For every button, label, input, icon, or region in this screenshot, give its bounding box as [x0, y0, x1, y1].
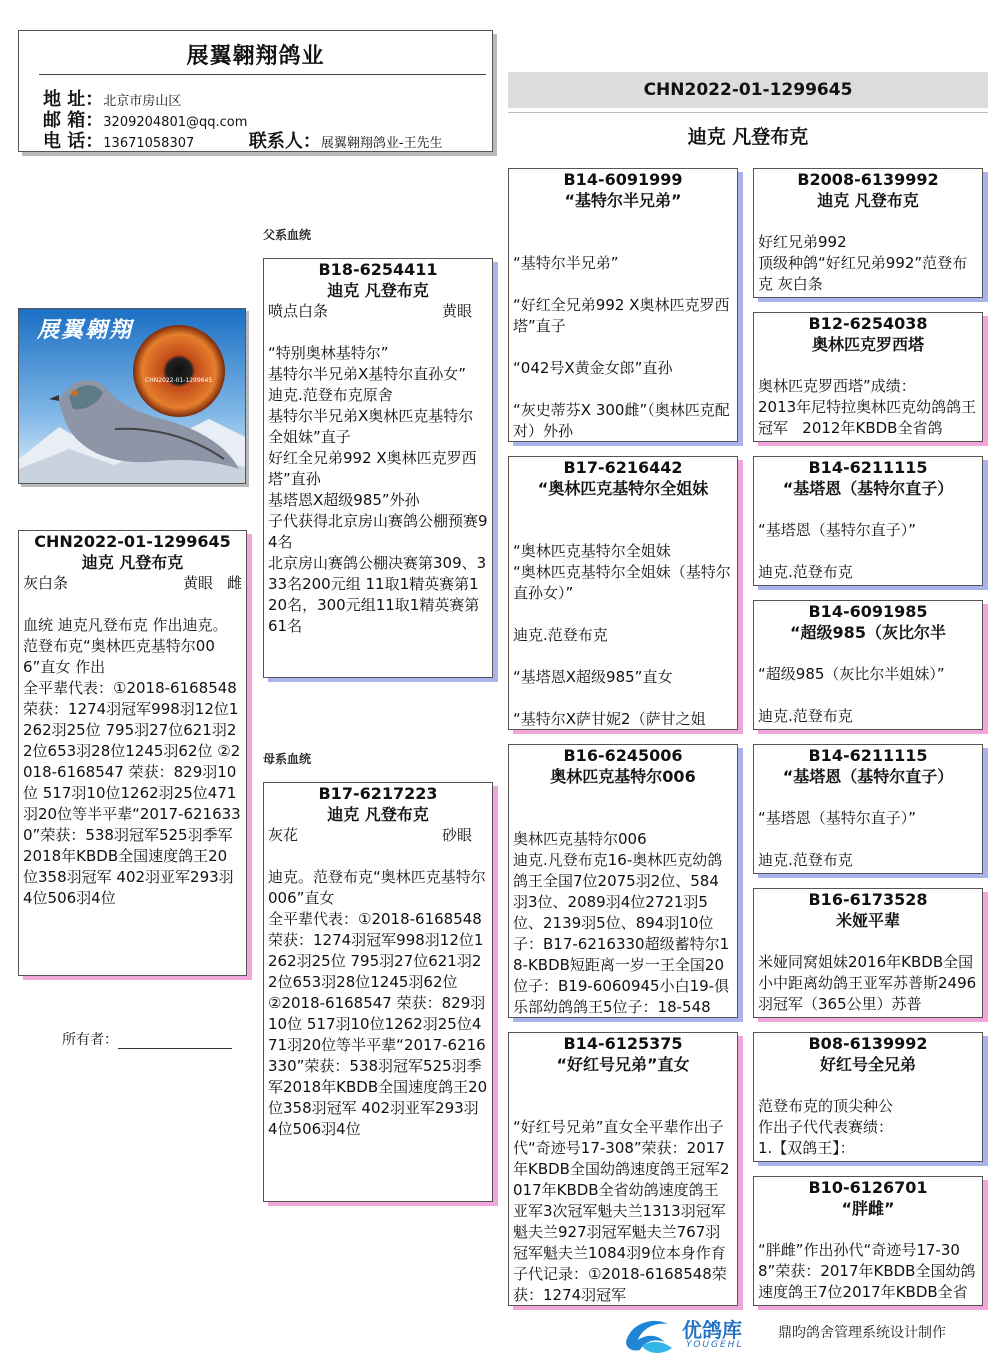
- grandparent-notes: “基特尔半兄弟” “好红全兄弟992 X奥林匹克罗西塔”直子 “042号X黄金女郎”直孙 “灰史蒂芬X 300雌”（奥林匹克配对）外孙: [513, 254, 730, 440]
- dam-ring-number: B17-6217223: [318, 784, 438, 803]
- subject-notes: 血统 迪克凡登布克 作出迪克。范登布克“奥林匹克基特尔006”直女 作出 全平辈代表：①2018-6168548 荣获：1274羽冠军998羽12位1262羽25位 795羽27位621羽22位653羽28位1245羽62位 ②2018-6168547 荣获：829羽10位 517羽10位1262羽25位471羽20位等半平辈“2017-6216330”荣获：538羽冠军525羽季军2018年KBDB全国速度鸽王20位358羽冠军 402羽亚军293羽4位506羽4位: [23, 616, 241, 907]
- credit-text: 鼎昀鸽舍管理系统设计制作: [778, 1325, 946, 1341]
- dam-traits: [264, 825, 492, 846]
- great-grandparent-notes: “胖雌”作出孙代“奇迹号17-308”荣获：2017年KBDB全国幼鸽速度鸽王7位2017年KBDB全省: [758, 1241, 976, 1301]
- grandparent-name: “奥林匹克基特尔全姐妹: [537, 479, 709, 498]
- subject-sex: 雌: [226, 574, 242, 592]
- great-grandparent-ring-number: B08-6139992: [808, 1034, 928, 1053]
- dam-section-label: 母系血统: [263, 752, 312, 766]
- email-label: 邮 箱：: [43, 110, 104, 131]
- great-grandparent-ring-number: B14-6211115: [808, 458, 928, 477]
- address-label: 地 址：: [43, 89, 104, 110]
- breeder-title: 展翼翱翔鸽业: [186, 44, 325, 69]
- great-grandparent-ring-number: B14-6091985: [808, 602, 928, 621]
- contact-label: 联系人：: [248, 131, 321, 152]
- wave-logo-icon: [620, 1312, 678, 1356]
- phone-line: [43, 127, 443, 152]
- great-grandparent-name: “超级985（灰比尔半: [790, 623, 946, 642]
- sire-card: [263, 258, 493, 678]
- dam-name: 迪克 凡登布克: [327, 805, 429, 824]
- subject-card: [18, 530, 247, 976]
- owner-field: [62, 1029, 232, 1049]
- great-grandparent-ring-number: B2008-6139992: [797, 170, 939, 189]
- grandparent-ring-number: B14-6125375: [563, 1034, 683, 1053]
- brand-name: 优鸽库: [682, 1318, 742, 1342]
- sire-section-label: 父系血统: [263, 228, 312, 242]
- sire-color: 喷点白条: [268, 302, 329, 320]
- great-grandparent-notes: 好红兄弟992 顶级种鸽“好红兄弟992”范登布克 灰白条: [758, 233, 968, 293]
- great-grandparent-card-5: [753, 744, 983, 874]
- footer: [620, 1312, 980, 1358]
- grandparent-name: “基特尔半兄弟”: [564, 191, 682, 210]
- sire-ring-number: B18-6254411: [318, 260, 438, 279]
- grandparent-ring-number: B16-6245006: [563, 746, 683, 765]
- phone-value: 13671058307: [103, 136, 195, 151]
- great-grandparent-name: 奥林匹克罗西塔: [811, 335, 924, 354]
- email-value[interactable]: 3209204801@qq.com: [103, 115, 248, 130]
- great-grandparent-name: 好红号全兄弟: [819, 1055, 916, 1074]
- great-grandparent-name: 迪克 凡登布克: [817, 191, 919, 210]
- top-ring-number: CHN2022-01-1299645: [508, 72, 988, 108]
- grandparent-name: “好红号兄弟”直女: [556, 1055, 690, 1074]
- photo-caption: CHN2022-01-1299645: [145, 377, 213, 384]
- grandparent-card-4: [508, 1032, 738, 1306]
- great-grandparent-name: 米娅平辈: [835, 911, 900, 930]
- great-grandparent-notes: “基塔恩（基特尔直子）” 迪克.范登布克: [758, 521, 917, 581]
- sire-name: 迪克 凡登布克: [327, 281, 429, 300]
- grandparent-ring-number: B14-6091999: [563, 170, 683, 189]
- grandparent-name: 奥林匹克基特尔006: [550, 767, 696, 786]
- great-grandparent-card-7: [753, 1032, 983, 1162]
- subject-ring-number: CHN2022-01-1299645: [34, 532, 231, 551]
- grandparent-notes: 奥林匹克基特尔006 迪克.凡登布克16-奥林匹克幼鸽鸽王全国7位2075羽2位、584羽3位、2089羽4位2721羽5位、2139羽5位、894羽10位子：B17-6216330超级蓄特尔18-KBDB短距离一岁一王全国20位子：B19-6060945小白19-俱乐部幼鸽鸽王5位子：18-548: [513, 830, 730, 1016]
- great-grandparent-ring-number: B10-6126701: [808, 1178, 928, 1197]
- great-grandparent-notes: 范登布克的顶尖种公 作出子代代表赛绩： 1.【双鸽王】：: [758, 1097, 894, 1157]
- contact-value: 展翼翱翔鸽业-王先生: [320, 136, 443, 151]
- great-grandparent-card-6: [753, 888, 983, 1018]
- subject-eye: 黄眼: [182, 574, 213, 592]
- top-bird-name: 迪克 凡登布克: [687, 126, 809, 148]
- sire-notes: “特别奥林基特尔” 基特尔半兄弟X基特尔直孙女” 迪克.范登布克原舍 基特尔半兄弟X奥林匹克基特尔全姐妹”直子 好红全兄弟992 X奥林匹克罗西塔”直孙 基塔恩X超级985”外孙 子代获得北京房山赛鸽公棚预赛94名 北京房山赛鸽公棚决赛第309、333名200元组 11取1精英赛第120名，300元组11取1精英赛第61名: [268, 344, 488, 635]
- great-grandparent-notes: 奥林匹克罗西塔”成绩： 2013年尼特拉奥林匹克幼鸽鸽王冠军 2012年KBDB全省鸽: [758, 377, 977, 437]
- pigeon-photo: [18, 308, 246, 484]
- sire-traits: [264, 301, 492, 322]
- great-grandparent-ring-number: B14-6211115: [808, 746, 928, 765]
- dam-notes: 迪克。范登布克“奥林匹克基特尔006”直女 全平辈代表：①2018-6168548 荣获：1274羽冠军998羽12位1262羽25位 795羽27位621羽22位653羽28位1245羽62位 ②2018-6168547 荣获：829羽10位 517羽10位1262羽25位471羽20位等半平辈“2017-6216330”荣获：538羽冠军525羽季军2018年KBDB全国速度鸽王20位358羽冠军 402羽亚军293羽4位506羽4位: [268, 868, 488, 1138]
- grandparent-ring-number: B17-6216442: [563, 458, 683, 477]
- great-grandparent-card-2: [753, 312, 983, 442]
- subject-traits: [19, 573, 246, 594]
- grandparent-card-1: [508, 168, 738, 442]
- grandparent-notes: “好红号兄弟”直女全平辈作出子代“奇迹号17-308”荣获：2017年KBDB全国幼鸽速度鸽王冠军2017年KBDB全省幼鸽速度鸽王亚军3次冠军魁夫兰1313羽冠军魁夫兰927羽冠军魁夫兰767羽冠军魁夫兰1084羽9位本身作育子代记录：①2018-6168548荣获：1274羽冠军: [513, 1118, 730, 1304]
- subject-color: 灰白条: [23, 574, 69, 592]
- great-grandparent-card-1: [753, 168, 983, 298]
- owner-line[interactable]: [118, 1034, 232, 1049]
- dam-card: [263, 782, 493, 1202]
- brand-name-en: YOUGEHL: [686, 1340, 744, 1350]
- great-grandparent-card-8: [753, 1176, 983, 1306]
- address-value: 北京市房山区: [103, 94, 182, 109]
- great-grandparent-card-4: [753, 600, 983, 730]
- dam-eye: 砂眼: [441, 826, 472, 844]
- grandparent-card-2: [508, 456, 738, 730]
- great-grandparent-name: “基塔恩（基特尔直子）: [782, 479, 954, 498]
- phone-label: 电 话：: [43, 131, 104, 152]
- great-grandparent-name: “胖雌”: [841, 1199, 895, 1218]
- grandparent-card-3: [508, 744, 738, 1018]
- sire-eye: 黄眼: [441, 302, 472, 320]
- owner-label: 所有者：: [62, 1032, 118, 1048]
- great-grandparent-ring-number: B12-6254038: [808, 314, 928, 333]
- divider: [39, 74, 486, 75]
- great-grandparent-ring-number: B16-6173528: [808, 890, 928, 909]
- great-grandparent-notes: 米娅同窝姐妹2016年KBDB全国小中距离幼鸽王亚军苏普斯2496羽冠军（365公里）苏普: [758, 953, 977, 1013]
- great-grandparent-notes: “基塔恩（基特尔直子）” 迪克.范登布克: [758, 809, 917, 869]
- breeder-info-card: [18, 30, 493, 152]
- subject-name: 迪克 凡登布克: [81, 553, 184, 572]
- grandparent-notes: “奥林匹克基特尔全姐妹 “奥林匹克基特尔全姐妹（基特尔直孙女）” 迪克.范登布克 “基塔恩X超级985”直女 “基特尔X萨甘妮2（萨甘之姐: [513, 542, 731, 728]
- great-grandparent-name: “基塔恩（基特尔直子）: [782, 767, 954, 786]
- divider: [508, 112, 988, 113]
- photo-art-text: 展翼翱翔: [37, 318, 134, 343]
- great-grandparent-card-3: [753, 456, 983, 586]
- dam-color: 灰花: [268, 826, 299, 844]
- great-grandparent-notes: “超级985（灰比尔半姐妹）” 迪克.范登布克: [758, 665, 945, 725]
